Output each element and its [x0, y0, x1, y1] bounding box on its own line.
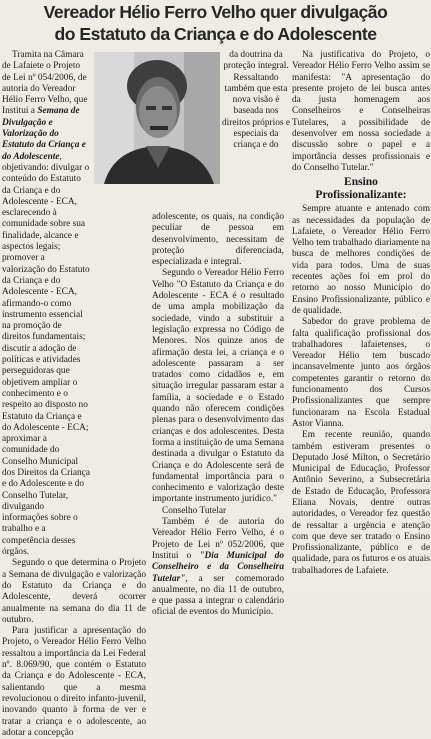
headline	[0, 0, 431, 45]
column-3-paragraph-2: Sempre atuante e antenado com as necessidades da população de Lafaiete, o Vereador Hélio Ferro Velho tem trabalhado diariamente na busca de melhores condições de vida para todos. Uma de suas recentes ações foi em prol do retorno ao nosso Município do Ensino Profissionalizante, público e de qualidade.	[292, 204, 430, 316]
column-2-paragraph-4: Também é de autoria do Vereador Hélio Ferro Velho, é o Projeto de Lei nº 052/2006, que Institui o "Dia Municipal do Conselheiro e da Conselheira Tutelar", a ser comemorado anualmente, no dia 11 de outubro, e que passa a integrar o calendário oficial de eventos do Município.	[152, 517, 284, 618]
column-1-paragraph-1: Tramita na Câmara de Lafaiete o Projeto de Lei nº 054/2006, de autoria do Vereador Hélio Ferro Velho, que Institui a Semana de Divulgação e Valorização do Estatuto da Criança e do Adolescente, objetivando: divulgar o conteúdo do Estatuto da Criança e do Adolescente - ECA, esclarecendo à comunidade sobre sua finalidade, alcance e aspectos legais; promover a valorização do Estatuto da Criança e do Adolescente - ECA, afirmando-o como instrumento essencial na promoção de direitos fundamentais; discutir a adoção de políticas e atividades perseguidoras que objetivem ampliar o conhecimento e o respeito ao disposto no Estatuto da Criança e do Adolescente - ECA; aproximar a comunidade do Conselho Municipal dos Direitos da Criança e do Adolescente e do Conselho Tutelar, divulgando informações sobre o trabalho e a competência desses órgãos.	[2, 50, 90, 558]
column-2	[152, 212, 284, 619]
column-2-top-text: da doutrina da proteção integral. Ressaltando também que esta nova visão é baseada nos direitos próprios e especiais da criança e do	[222, 50, 290, 151]
column-2-top	[222, 50, 290, 152]
section-subhead	[292, 176, 430, 202]
column-3-paragraph-1: Na justificativa do Projeto, o Vereador Hélio Ferro Velho assim se manifesta: "A apresentação do presente projeto de lei busca antes da justa homenagem aos Conselheiros e Conselheiras Tutelares, a possibilidade de desenvolver em nossa sociedade a discussão sobre o papel e a importância desses profissionais e do Conselho Tutelar."	[292, 50, 430, 173]
column-2-paragraph-1: adolescente, os quais, na condição peculiar de pessoa em desenvolvimento, necessitam de proteção diferenciada, especializada e integral.	[152, 212, 284, 268]
column-3-paragraph-3: Sabedor do grave problema de falta qualificação profissional dos trabalhadores lafaietenses, o Vereador Hélio tem buscado incansavelmente junto aos órgãos competentes garantir o retorno do funcionamento dos Cursos Profissionalizantes que sempre funcionaram na Escola Estadual Astor Vianna.	[292, 317, 430, 429]
column-1-paragraph-2: Segundo o que determina o Projeto a Semana de divulgação e valorização do Estatuto da Criança e do Adolescente, deverá ocorrer anualmente na semana do dia 11 de outubro.	[2, 558, 146, 625]
column-1-paragraph-3: Para justificar a apresentação do Projeto, o Vereador Hélio Ferro Velho ressaltou a importância da Lei Federal nº. 8.069/90, que contém o Estatuto da Criança e do Adolescente - ECA, salientando que a mesma revolucionou o direito infanto-juvenil, inovando quanto à forma de ver e tratar a criança e o adolescente, ao adotar a concepção	[2, 626, 146, 738]
subhead-line-2: Profissionalizante:	[315, 189, 407, 202]
headline-line-2: do Estatuto da Criança e do Adolescente	[54, 24, 377, 44]
headline-line-1: Vereador Hélio Ferro Velho quer divulgação	[43, 2, 388, 22]
column-2-label-conselho: Conselho Tutelar	[162, 505, 227, 516]
subhead-line-1: Ensino	[344, 176, 378, 189]
column-2-paragraph-2: Segundo o Vereador Hélio Ferro Velho "O Estatuto da Criança e do Adolescente - ECA é o resultado de uma ampla mobilização da sociedade, vindo a substituir a legislação expressa no Código de Menores. Nos quinze anos de afirmação desta lei, a criança e o adolescente passaram a ser tratados como cidadãos e, em situação irregular passaram estar a família, a sociedade e o Estado quando não oferecem condições plenas para o desenvolvimento das crianças e dos adolescentes. Desta forma a instituição de uma Semana destinada a divulgar o Estatuto da Criança e do Adolescente será de fundamental importância para o conhecimento e valorização deste importante instrumento jurídico."	[152, 268, 284, 505]
column-1	[2, 50, 146, 739]
bold-italic-phrase: Semana de Divulgação e Valorização do Estatuto da Criança e do Adolescente	[2, 106, 86, 162]
column-3-paragraph-4: Em recente reunião, quando também estiveram presentes o Deputado José Milton, o Secretário Municipal de Educação, Professor Antônio Severino, a Subsecretária de Estado de Educação, Professora Eliana Novais, dentre outras autoridades, o Vereador fez questão de ressaltar a urgência e atenção com que deve ser tratado o Ensino Profissionalizante, público e de qualidade, para os futuros e os atuais trabalhadores de Lafaiete.	[292, 430, 430, 576]
bold-italic-title: "Dia Municipal do Conselheiro e da Conselheira Tutelar"	[152, 550, 284, 584]
column-3	[292, 50, 430, 577]
